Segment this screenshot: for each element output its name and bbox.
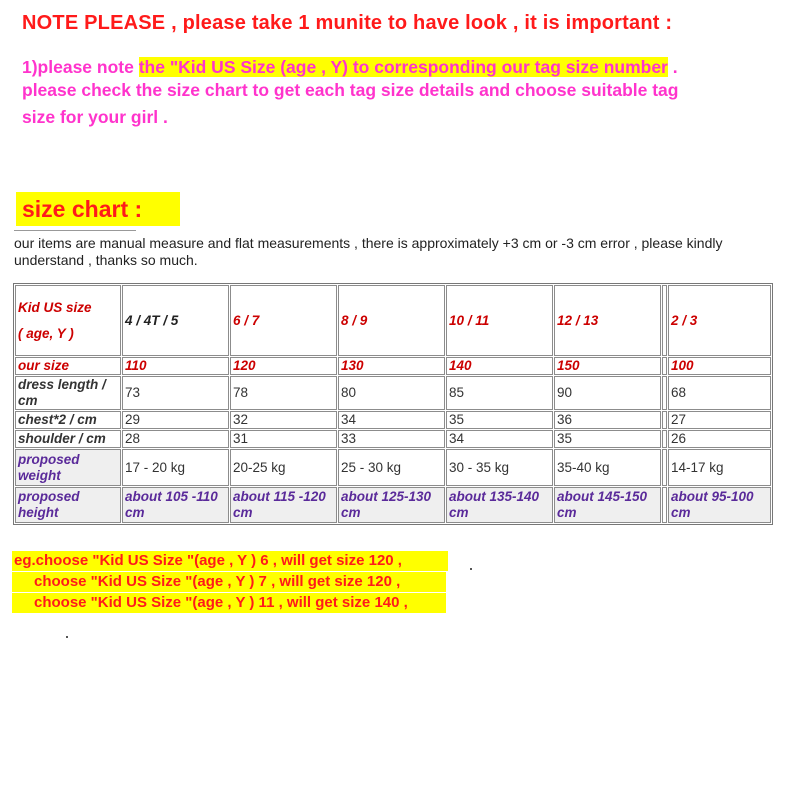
us-size-age-label: ( age, Y ) bbox=[18, 325, 74, 341]
shoulder-cell: 35 bbox=[554, 430, 661, 448]
column-separator bbox=[662, 487, 667, 523]
stray-dot bbox=[66, 636, 68, 638]
dress-length-cell: 73 bbox=[122, 376, 229, 410]
height-cell: about 115 -120 cm bbox=[230, 487, 337, 523]
our-size-cell: 120 bbox=[230, 357, 337, 375]
measurement-note: our items are manual measure and flat measurements , there is approximately +3 cm or -3 cm error , please kindly understand , thanks so much. bbox=[14, 235, 723, 268]
our-size-cell: 140 bbox=[446, 357, 553, 375]
shoulder-cell: 34 bbox=[446, 430, 553, 448]
note-line-1-prefix: 1)please note bbox=[22, 57, 139, 77]
weight-cell: 14-17 kg bbox=[668, 449, 771, 486]
us-size-cell: 4 / 4T / 5 bbox=[122, 285, 229, 356]
column-separator bbox=[662, 357, 667, 375]
note-line-1-suffix: . bbox=[667, 57, 678, 77]
our-size-cell: 110 bbox=[122, 357, 229, 375]
table-row-height bbox=[15, 487, 771, 523]
us-size-label: Kid US size bbox=[18, 299, 92, 315]
shoulder-cell: 33 bbox=[338, 430, 445, 448]
our-size-cell: 130 bbox=[338, 357, 445, 375]
height-cell: about 125-130 cm bbox=[338, 487, 445, 523]
note-title: NOTE PLEASE , please take 1 munite to have look , it is important : bbox=[22, 12, 673, 34]
note-line-3: size for your girl . bbox=[22, 107, 168, 127]
height-cell: about 135-140 cm bbox=[446, 487, 553, 523]
chest-cell: 36 bbox=[554, 411, 661, 429]
example-line-1: eg.choose "Kid US Size "(age , Y ) 6 , will get size 120 , bbox=[12, 551, 448, 571]
table-row-shoulder bbox=[15, 430, 771, 448]
weight-cell: 17 - 20 kg bbox=[122, 449, 229, 486]
dress-length-cell: 85 bbox=[446, 376, 553, 410]
height-label: proposed height bbox=[15, 487, 121, 523]
chest-cell: 34 bbox=[338, 411, 445, 429]
height-cell: about 145-150 cm bbox=[554, 487, 661, 523]
weight-label: proposed weight bbox=[15, 449, 121, 486]
chest-cell: 32 bbox=[230, 411, 337, 429]
table-row-weight bbox=[15, 449, 771, 486]
height-cell: about 105 -110 cm bbox=[122, 487, 229, 523]
dress-length-cell: 90 bbox=[554, 376, 661, 410]
weight-cell: 20-25 kg bbox=[230, 449, 337, 486]
table-row-our-size bbox=[15, 357, 771, 375]
our-size-label: our size bbox=[15, 357, 121, 375]
us-size-cell: 12 / 13 bbox=[554, 285, 661, 356]
heading-divider bbox=[14, 230, 136, 231]
dress-length-cell: 78 bbox=[230, 376, 337, 410]
us-size-cell: 10 / 11 bbox=[446, 285, 553, 356]
size-chart-heading: size chart : bbox=[16, 192, 180, 226]
column-separator bbox=[662, 430, 667, 448]
dress-length-cell: 80 bbox=[338, 376, 445, 410]
column-separator bbox=[662, 376, 667, 410]
our-size-cell: 100 bbox=[668, 357, 771, 375]
weight-cell: 25 - 30 kg bbox=[338, 449, 445, 486]
us-size-cell: 2 / 3 bbox=[668, 285, 771, 356]
note-line-1-highlight: the "Kid US Size (age , Y) to corresponding our tag size number bbox=[138, 57, 668, 77]
column-separator bbox=[662, 285, 667, 356]
example-line-3: choose "Kid US Size "(age , Y ) 11 , will get size 140 , bbox=[12, 593, 446, 613]
weight-cell: 30 - 35 kg bbox=[446, 449, 553, 486]
table-row-chest bbox=[15, 411, 771, 429]
stray-dot bbox=[470, 568, 472, 570]
note-line-2: please check the size chart to get each tag size details and choose suitable tag bbox=[22, 80, 679, 100]
dress-length-label: dress length / cm bbox=[15, 376, 121, 410]
shoulder-cell: 28 bbox=[122, 430, 229, 448]
us-size-label-cell bbox=[15, 285, 121, 356]
us-size-cell: 6 / 7 bbox=[230, 285, 337, 356]
example-line-2: choose "Kid US Size "(age , Y ) 7 , will get size 120 , bbox=[12, 572, 446, 592]
chest-cell: 29 bbox=[122, 411, 229, 429]
shoulder-cell: 31 bbox=[230, 430, 337, 448]
column-separator bbox=[662, 449, 667, 486]
table-row-dress-length bbox=[15, 376, 771, 410]
chest-cell: 27 bbox=[668, 411, 771, 429]
table-row-us-size bbox=[15, 285, 771, 356]
size-chart-table bbox=[13, 283, 773, 525]
our-size-cell: 150 bbox=[554, 357, 661, 375]
weight-cell: 35-40 kg bbox=[554, 449, 661, 486]
dress-length-cell: 68 bbox=[668, 376, 771, 410]
height-cell: about 95-100 cm bbox=[668, 487, 771, 523]
shoulder-label: shoulder / cm bbox=[15, 430, 121, 448]
shoulder-cell: 26 bbox=[668, 430, 771, 448]
chest-cell: 35 bbox=[446, 411, 553, 429]
chest-label: chest*2 / cm bbox=[15, 411, 121, 429]
us-size-cell: 8 / 9 bbox=[338, 285, 445, 356]
column-separator bbox=[662, 411, 667, 429]
note-line-1 bbox=[22, 57, 678, 78]
